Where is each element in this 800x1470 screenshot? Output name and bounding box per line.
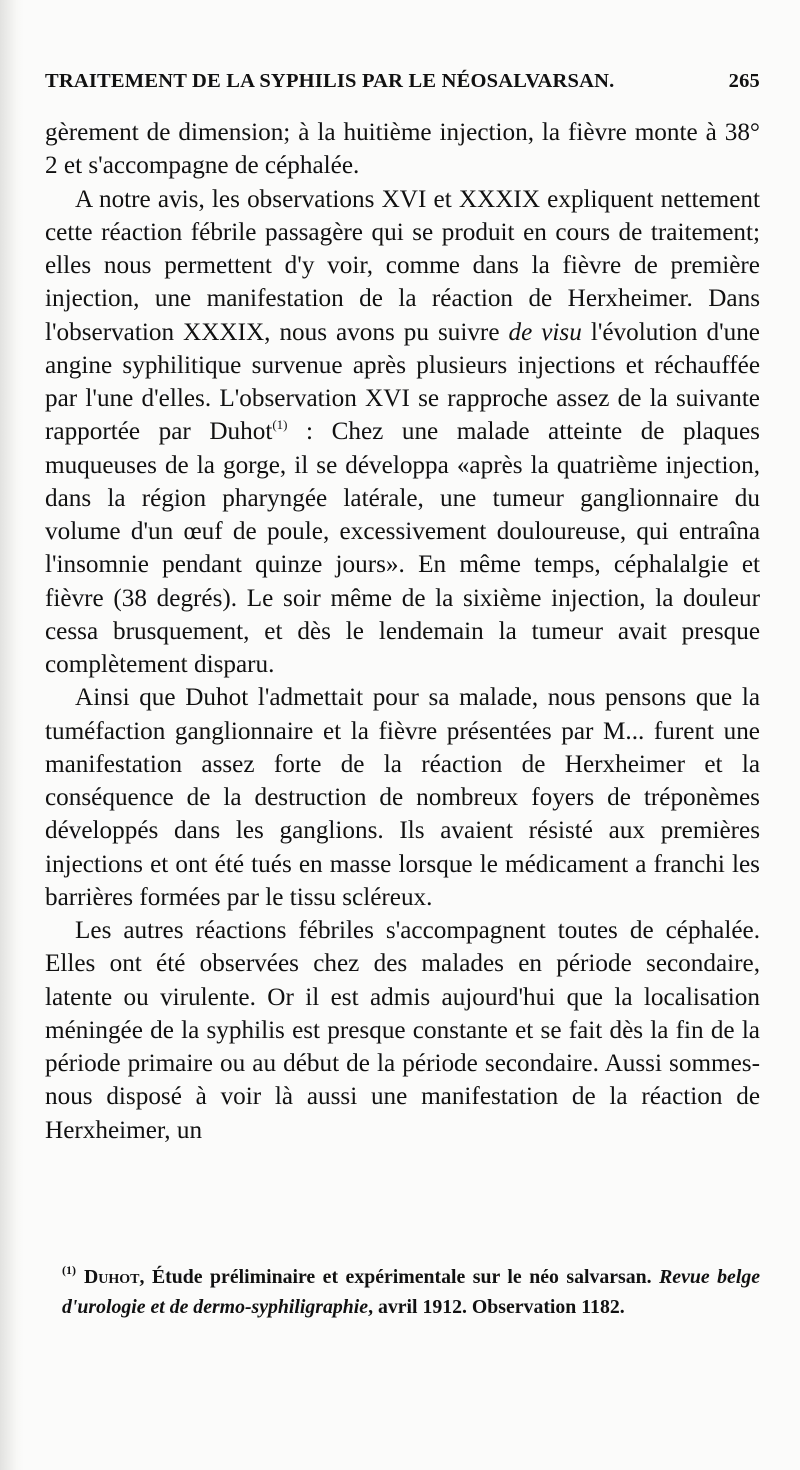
paragraph-3: Ainsi que Duhot l'admettait pour sa malade, nous pensons que la tuméfaction ganglionnaire et la fièvre présentées par M... furent une manifestation assez forte de la réaction de Herxheimer et la conséquence de la destruction de nombreux foyers de tréponèmes développés dans les ganglions. Ils avaient résisté aux premières injections et ont été tués en masse lorsque le médicament a franchi les barrières formées par le tissu scléreux. [45,684,760,911]
footnote-text-b: , avril 1912. Observation 1182. [368,1296,625,1318]
paragraph-4: Les autres réactions fébriles s'accompagnent toutes de céphalée. Elles ont été observées chez des malades en période secondaire, latente ou virulente. Or il est admis aujourd'hui que la localisation méningée de la syphilis est presque constante et se fait dès la fin de la période primaire ou au début de la période secondaire. Aussi sommes-nous disposé à voir là aussi une manifestation de la réaction de Herxheimer, un [45,917,760,1144]
paragraph-1: gèrement de dimension; à la huitième injection, la fièvre monte à 38° 2 et s'accompagne de céphalée. [45,119,760,180]
paragraph-2 [45,183,760,682]
italic-de-visu: de visu [508,318,582,346]
footnote-text-a: , Étude préliminaire et expérimentale sur le néo salvarsan. [139,1266,660,1288]
footnote-journal: Revue belge d'urologie et de dermo-syphiligraphie [62,1266,760,1318]
footnote-author: Duhot [84,1266,140,1288]
body-text [45,116,760,1147]
paragraph-2-part-b: l'évolution d'une angine syphilitique survenue après plusieurs injections et réchauffée par l'une d'elles. L'observation XVI se rapproche assez de la suivante rapportée par Duhot [45,318,760,446]
running-header [45,70,760,110]
footnote-mark: (1) [62,1263,76,1277]
footnote [62,1262,760,1322]
page-number: 265 [728,70,760,92]
paragraph-2-part-c: : Chez une malade atteinte de plaques muqueuses de la gorge, il se développa «après la quatrième injection, dans la région pharyngée latérale, une tumeur ganglionnaire du volume d'un œuf de poule, excessivement douloureuse, qui entraîna l'insomnie pendant quinze jours». En même temps, céphalalgie et fièvre (38 degrés). Le soir même de la sixième injection, la douleur cessa brusquement, et dès le lendemain la tumeur avait presque complètement disparu. [45,418,760,678]
footnote-reference: (1) [272,417,288,433]
page-edge-shadow [0,0,24,1470]
running-title: TRAITEMENT DE LA SYPHILIS PAR LE NÉOSALVARSAN. [45,70,615,92]
paragraph-2-part-a: A notre avis, les observations XVI et XXXIX expliquent nettement cette réaction fébrile passagère qui se produit en cours de traitement; elles nous permettent d'y voir, comme dans la fièvre de première injection, une manifestation de la réaction de Herxheimer. Dans l'observation XXXIX, nous avons pu suivre [45,185,760,346]
